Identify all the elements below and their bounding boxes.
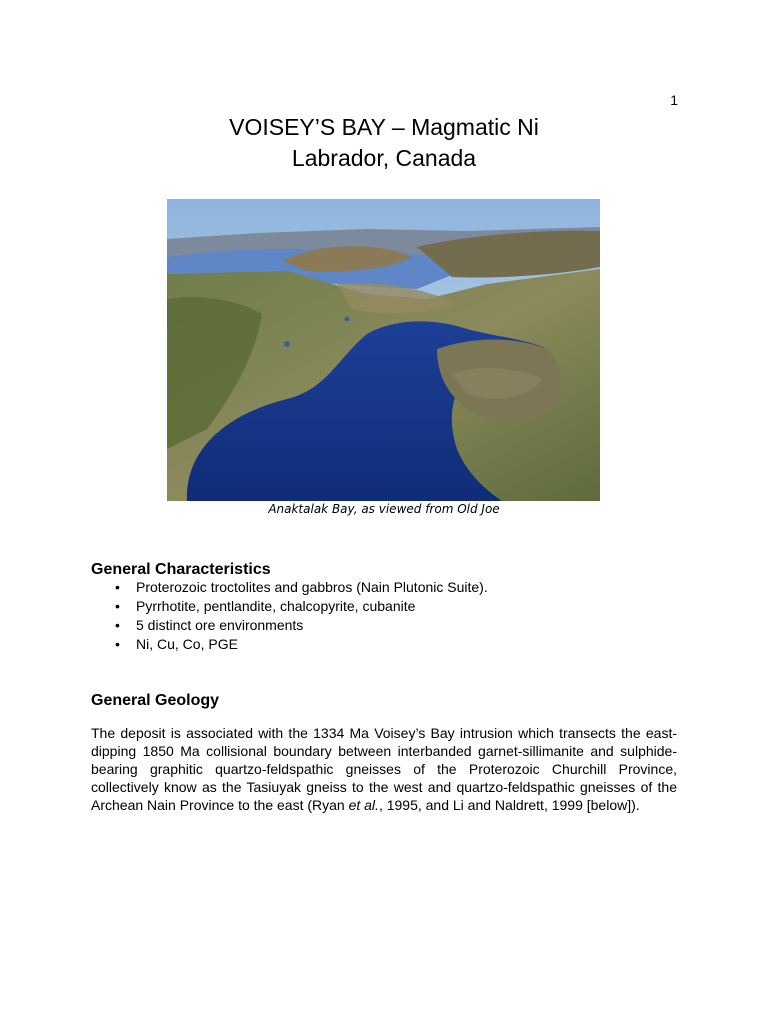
list-item: • 5 distinct ore environments (91, 616, 488, 635)
geology-citation-italic: et al. (348, 797, 379, 813)
characteristics-list (91, 578, 488, 654)
geology-text-before: The deposit is associated with the 1334 Ma Voisey’s Bay intrusion which transects the east-dipping 1850 Ma collisional boundary between interbanded garnet-sillimanite and sulphide-bearing graphitic quartzo-feldspathic gneisses of the Proterozoic Churchill Province, collectively know as the Tasiuyak gneiss to the west and quartzo-feldspathic gneisses of the Archean Nain Province to the east (Ryan (91, 725, 677, 813)
figure-caption: Anaktalak Bay, as viewed from Old Joe (268, 502, 500, 516)
section-heading-geology: General Geology (91, 692, 220, 709)
section-heading-characteristics: General Characteristics (91, 561, 271, 578)
list-item: • Ni, Cu, Co, PGE (91, 635, 488, 654)
list-item: • Pyrrhotite, pentlandite, chalcopyrite, cubanite (91, 597, 488, 616)
geology-text-after: , 1995, and Li and Naldrett, 1999 [below]). (378, 797, 640, 813)
title-line-1: VOISEY’S BAY – Magmatic Ni (229, 114, 539, 140)
page-number: 1 (670, 92, 678, 108)
aerial-photo (167, 199, 600, 501)
list-item: • Proterozoic troctolites and gabbros (Nain Plutonic Suite). (91, 578, 488, 597)
geology-paragraph (91, 724, 677, 814)
document-title (0, 112, 768, 174)
title-line-2: Labrador, Canada (291, 145, 477, 171)
